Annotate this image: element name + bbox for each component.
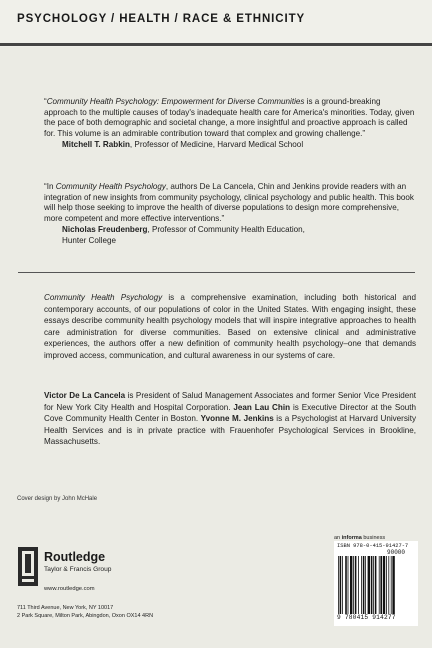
- barcode-icon: [338, 556, 414, 614]
- publisher-address-us: 711 Third Avenue, New York, NY 10017: [17, 605, 114, 611]
- subject-categories: PSYCHOLOGY / HEALTH / RACE & ETHNICITY: [17, 13, 306, 25]
- endorsement-1-open-quote: “: [44, 97, 47, 106]
- publisher-url[interactable]: www.routledge.com: [44, 586, 95, 592]
- author1-bio: is President of Salud Management Associates and former Senior Vice President for New York City Health and Hospital Corporation.: [44, 391, 417, 412]
- author3-name: Yvonne M. Jenkins: [200, 414, 274, 424]
- informa-prefix: an: [334, 535, 342, 541]
- endorsement-1-affiliation: , Professor of Medicine, Harvard Medical School: [129, 139, 304, 149]
- header-rule: [0, 43, 432, 46]
- endorsement-2-attribution: [44, 225, 416, 236]
- endorsement-1-quote: [44, 97, 416, 140]
- informa-brand: informa: [341, 535, 362, 541]
- endorsement-1-attribution: [44, 140, 416, 151]
- author-bios: [44, 390, 416, 448]
- description-text: is a comprehensive examination, including both historical and contemporary accounts, of our populations of color in the United States. With engaging insight, these essays describe community health psychology models that will inspire integrative approaches to health care administration for diverse communities. Based on extensive clinical and administrative experiences, the authors offer a new definition of community health psychology–one that demands improved access, communication, and cultural awareness in our systems of care.: [44, 293, 416, 360]
- cover-design-credit: Cover design by John McHale: [17, 496, 98, 502]
- endorsement-2-book-title: Community Health Psychology: [55, 182, 166, 191]
- endorsement-2-quote: [44, 182, 416, 225]
- price-code: 90000: [387, 549, 406, 556]
- publisher-address-uk: 2 Park Square, Milton Park, Abingdon, Oxon OX14 4RN: [17, 613, 154, 619]
- informa-suffix: business: [361, 535, 386, 541]
- endorsement-2-affiliation: , Professor of Community Health Education,: [147, 224, 305, 234]
- author1-name: Victor De La Cancela: [44, 391, 126, 400]
- endorsement-2-name: Nicholas Freudenberg: [62, 224, 148, 234]
- endorsement-2-affiliation-line2: Hunter College: [62, 235, 116, 245]
- author2-name: Jean Lau Chin: [233, 402, 291, 412]
- endorsement-2-text: , authors De La Cancela, Chin and Jenkins provide readers with an integration of new insights from community psychology, clinical psychology and public health. This book will help those seeking to improve the health of diverse populations to design more comprehensive, more competent and more effective interventions.”: [44, 182, 414, 224]
- description-book-title: Community Health Psychology: [44, 293, 163, 302]
- isbn-label: ISBN 978-0-415-91427-7: [337, 543, 409, 549]
- book-description: [44, 292, 416, 362]
- publisher-name: Routledge: [44, 550, 106, 564]
- endorsement-1-text: is a ground-breaking approach to the multiple causes of today's inadequate health care for America's minorities. Today, given the pace of both demographic and societal change, a more insightful and proactive approach is called for. This volume is an admirable contribution toward that complex and growing challenge.”: [44, 97, 415, 139]
- endorsement-2: [44, 182, 416, 246]
- routledge-logo-icon: [17, 546, 39, 587]
- barcode-panel: [334, 541, 418, 626]
- endorsement-2-open-quote: “In: [44, 182, 56, 191]
- header-band: [0, 0, 432, 47]
- author3-bio: is a Psychologist at Harvard University Health Services and is in private practice with Frauenhofer Psychological Services in Brookline, Massachusetts.: [44, 414, 416, 447]
- endorsement-1-name: Mitchell T. Rabkin: [62, 139, 130, 149]
- section-divider: [18, 272, 415, 273]
- ean-digits: 9 780415 914277: [337, 614, 396, 621]
- endorsement-1-book-title: Community Health Psychology: Empowerment for Diverse Communities: [46, 97, 305, 106]
- endorsement-1: [44, 97, 416, 151]
- author2-bio: is Executive Director at the South Cove Community Health Center in Boston.: [44, 402, 416, 424]
- publisher-group: Taylor & Francis Group: [44, 566, 112, 573]
